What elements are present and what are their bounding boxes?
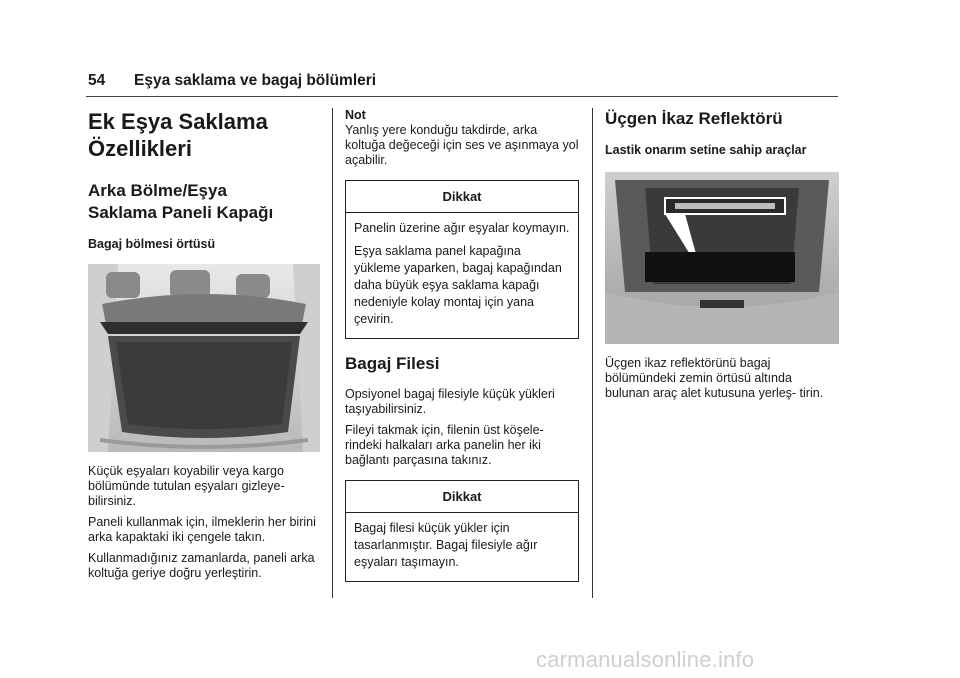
warning-triangle-paragraph: Üçgen ikaz reflektörünü bagaj bölümündeki zemin örtüsü altında bulunan araç alet kutusuna yerleş- tirin. [605, 356, 824, 400]
column-divider-1 [332, 108, 333, 598]
luggage-net-heading: Bagaj Filesi [345, 354, 440, 373]
note-text: Yanlış yere konduğu takdirde, arka koltuğa değeceği için ses ve aşınmaya yol açabilir. [345, 123, 579, 167]
main-heading-line-1: Ek Eşya Saklama [88, 109, 268, 134]
caution-1-paragraph-1: Panelin üzerine ağır eşyalar koymayın. [354, 221, 570, 235]
warning-triangle-illustration [605, 172, 839, 344]
cover-heading [88, 180, 320, 224]
page-header [88, 72, 376, 90]
column-2 [345, 108, 579, 596]
main-heading-line-2: Özellikleri [88, 136, 192, 161]
caution-box-1 [345, 180, 579, 339]
watermark: carmanualsonline.info [536, 647, 755, 672]
caution-body-2 [346, 513, 578, 581]
column-3 [605, 108, 839, 407]
cargo-cover-subheading: Bagaj bölmesi örtüsü [88, 237, 216, 251]
cover-paragraph-1: Küçük eşyaları koyabilir veya kargo bölümünde tutulan eşyaları gizleye- bilirsiniz. [88, 464, 285, 508]
header-rule [86, 96, 838, 97]
cover-heading-line-1: Arka Bölme/Eşya [88, 181, 227, 200]
column-1 [88, 108, 320, 587]
luggage-net-paragraph-1: Opsiyonel bagaj filesiyle küçük yükleri taşıyabilirsiniz. [345, 387, 555, 416]
warning-triangle-heading: Üçgen İkaz Reflektörü [605, 109, 783, 128]
cargo-cover-illustration [88, 264, 320, 452]
section-title: Eşya saklama ve bagaj bölümleri [134, 72, 377, 89]
cover-paragraph-3: Kullanmadığınız zamanlarda, paneli arka koltuğa geriye doğru yerleştirin. [88, 551, 315, 580]
column-divider-2 [592, 108, 593, 598]
caution-1-paragraph-2: Eşya saklama panel kapağına yükleme yaparken, bagaj kapağından daha büyük eşya saklama kapağı nedeniyle kolay montaj için yana çevirin. [354, 244, 562, 326]
caution-2-paragraph-1: Bagaj filesi küçük yükler için tasarlanmıştır. Bagaj filesiyle ağır eşyaları taşımayın. [354, 521, 538, 569]
caution-title-1: Dikkat [346, 181, 578, 213]
main-heading [88, 108, 320, 162]
page-number: 54 [88, 72, 106, 89]
cover-paragraph-2: Paneli kullanmak için, ilmeklerin her birini arka kapaktaki iki çengele takın. [88, 515, 316, 544]
luggage-net-paragraph-2: Fileyi takmak için, filenin üst köşele- rindeki halkaları arka panelin her iki bağlantı parçasına takınız. [345, 423, 544, 467]
caution-title-2: Dikkat [346, 481, 578, 513]
warning-triangle-subheading: Lastik onarım setine sahip araçlar [605, 143, 807, 157]
caution-box-2 [345, 480, 579, 582]
note-title: Not [345, 108, 366, 122]
cover-heading-line-2: Saklama Paneli Kapağı [88, 203, 274, 222]
caution-body-1 [346, 213, 578, 338]
